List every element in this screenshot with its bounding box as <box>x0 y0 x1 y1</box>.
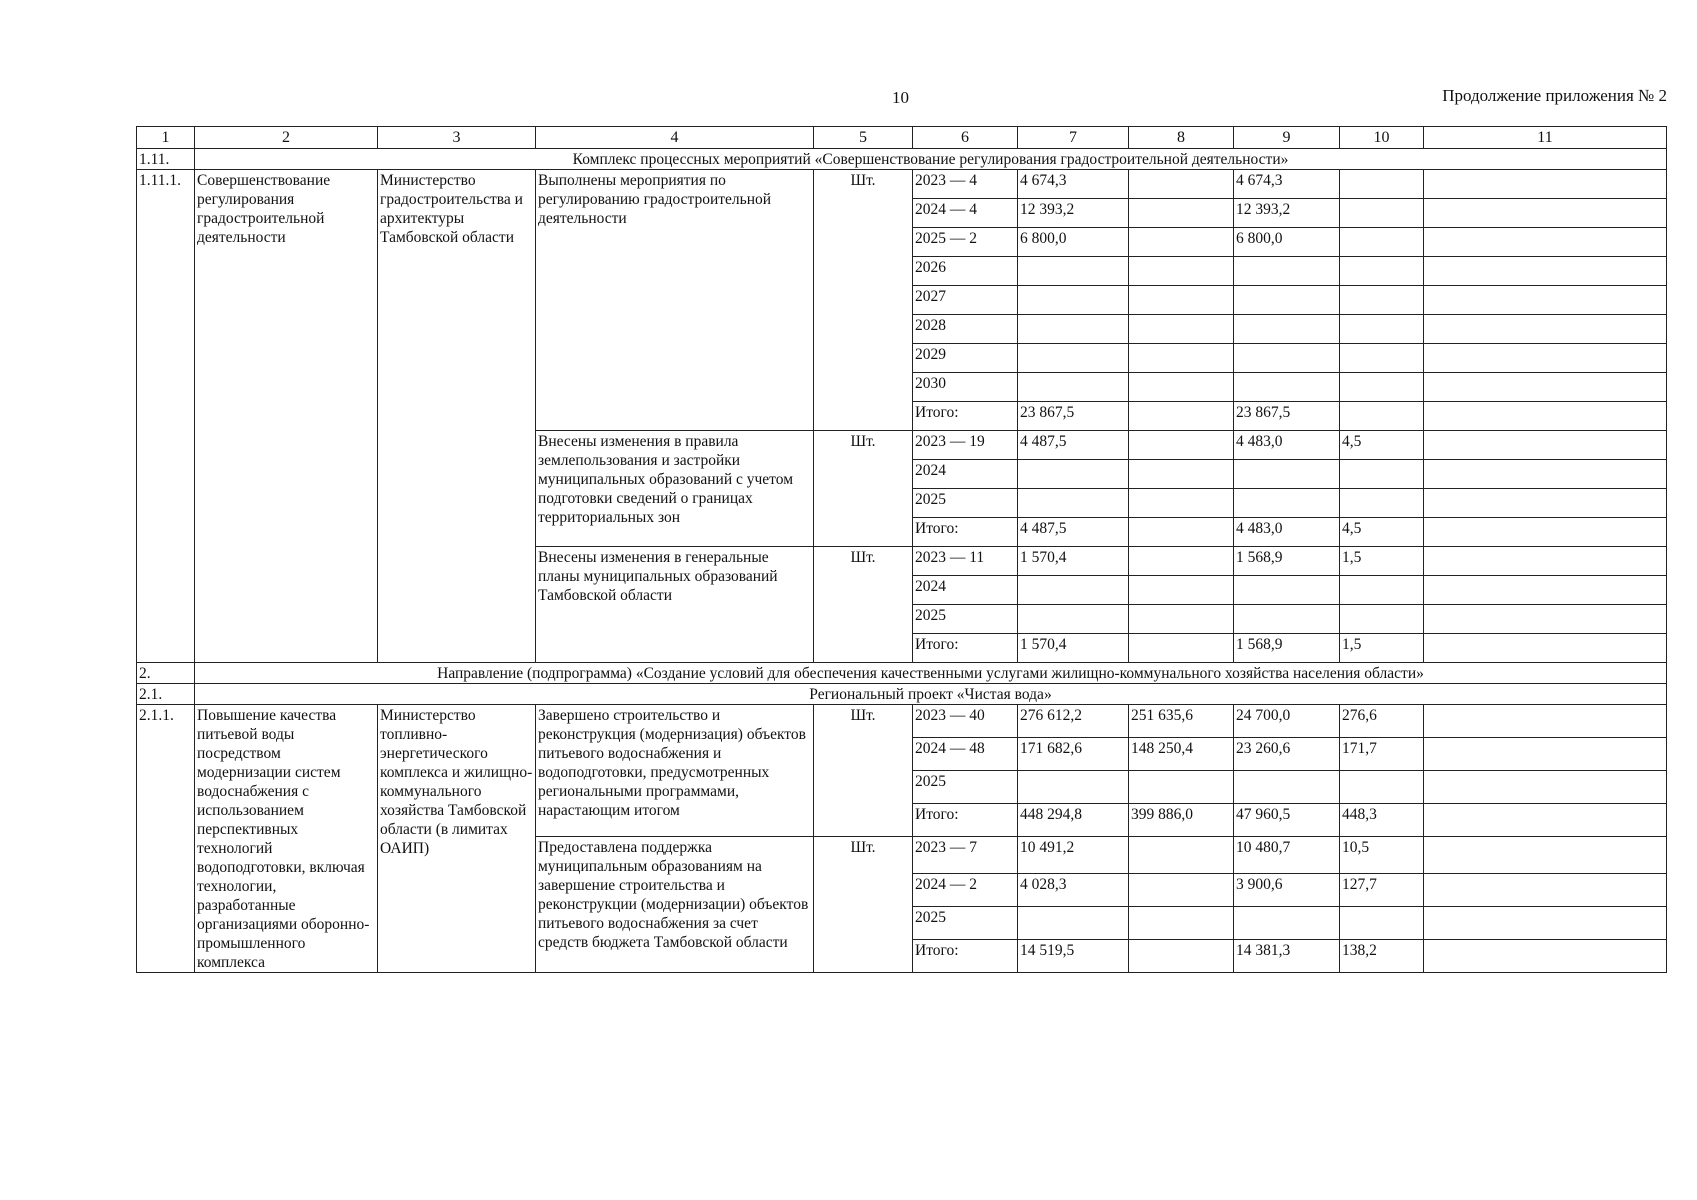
col-header-8: 8 <box>1129 127 1234 149</box>
year-cell: 2030 <box>913 373 1018 402</box>
result-text: Внесены изменения в правила землепользования и застройки муниципальных образований с учетом подготовки сведений о границах территориальных зон <box>536 431 814 547</box>
total-funding-cell <box>1018 907 1129 940</box>
col-header-1: 1 <box>137 127 195 149</box>
other-funding-cell <box>1424 315 1667 344</box>
section-title: Региональный проект «Чистая вода» <box>195 684 1667 705</box>
federal-funding-cell: 251 635,6 <box>1129 705 1234 738</box>
year-cell: Итого: <box>913 634 1018 663</box>
other-funding-cell <box>1424 634 1667 663</box>
other-funding-cell <box>1424 874 1667 907</box>
local-funding-cell <box>1340 605 1424 634</box>
regional-funding-cell <box>1234 373 1340 402</box>
total-funding-cell: 12 393,2 <box>1018 199 1129 228</box>
section-title: Комплекс процессных мероприятий «Совершенствование регулирования градостроительной деятельности» <box>195 149 1667 170</box>
other-funding-cell <box>1424 460 1667 489</box>
result-text: Предоставлена поддержка муниципальным образованиям на завершение строительства и реконструкции (модернизации) объектов питьевого водоснабжения за счет средств бюджета Тамбовской области <box>536 837 814 973</box>
total-funding-cell <box>1018 315 1129 344</box>
year-cell: 2023 — 40 <box>913 705 1018 738</box>
section-row-1-11 <box>137 149 1667 170</box>
federal-funding-cell <box>1129 315 1234 344</box>
regional-funding-cell <box>1234 489 1340 518</box>
local-funding-cell: 1,5 <box>1340 634 1424 663</box>
federal-funding-cell <box>1129 344 1234 373</box>
total-funding-cell <box>1018 576 1129 605</box>
local-funding-cell: 171,7 <box>1340 738 1424 771</box>
total-funding-cell <box>1018 344 1129 373</box>
total-funding-cell: 4 028,3 <box>1018 874 1129 907</box>
regional-funding-cell <box>1234 286 1340 315</box>
section-title: Направление (подпрограмма) «Создание условий для обеспечения качественными услугами жилищно-коммунального хозяйства населения области» <box>195 663 1667 684</box>
year-cell: 2025 <box>913 771 1018 804</box>
federal-funding-cell <box>1129 373 1234 402</box>
regional-funding-cell: 4 483,0 <box>1234 431 1340 460</box>
regional-funding-cell: 23 867,5 <box>1234 402 1340 431</box>
federal-funding-cell <box>1129 874 1234 907</box>
regional-funding-cell <box>1234 771 1340 804</box>
year-cell: 2025 <box>913 907 1018 940</box>
result-text: Завершено строительство и реконструкция (модернизация) объектов питьевого водоснабжения и водоподготовки, предусмотренных региональными программами, нарастающим итогом <box>536 705 814 837</box>
local-funding-cell <box>1340 344 1424 373</box>
total-funding-cell <box>1018 771 1129 804</box>
col-header-7: 7 <box>1018 127 1129 149</box>
year-cell: 2024 — 2 <box>913 874 1018 907</box>
total-funding-cell <box>1018 257 1129 286</box>
regional-funding-cell: 24 700,0 <box>1234 705 1340 738</box>
local-funding-cell <box>1340 489 1424 518</box>
local-funding-cell <box>1340 170 1424 199</box>
federal-funding-cell <box>1129 634 1234 663</box>
result-unit: Шт. <box>814 547 913 663</box>
item-number: 1.11.1. <box>137 170 195 663</box>
other-funding-cell <box>1424 257 1667 286</box>
col-header-4: 4 <box>536 127 814 149</box>
total-funding-cell <box>1018 373 1129 402</box>
result-unit: Шт. <box>814 431 913 547</box>
section-number: 2.1. <box>137 684 195 705</box>
section-row-2 <box>137 663 1667 684</box>
page-number: 10 <box>892 88 909 107</box>
total-funding-cell: 1 570,4 <box>1018 547 1129 576</box>
year-cell: 2025 <box>913 605 1018 634</box>
year-cell: 2029 <box>913 344 1018 373</box>
total-funding-cell: 4 674,3 <box>1018 170 1129 199</box>
local-funding-cell: 127,7 <box>1340 874 1424 907</box>
federal-funding-cell <box>1129 576 1234 605</box>
local-funding-cell <box>1340 286 1424 315</box>
total-funding-cell <box>1018 489 1129 518</box>
regional-funding-cell <box>1234 257 1340 286</box>
regional-funding-cell <box>1234 605 1340 634</box>
federal-funding-cell <box>1129 257 1234 286</box>
year-cell: 2023 — 7 <box>913 837 1018 874</box>
local-funding-cell: 10,5 <box>1340 837 1424 874</box>
other-funding-cell <box>1424 771 1667 804</box>
total-funding-cell: 14 519,5 <box>1018 940 1129 973</box>
year-cell: 2023 — 11 <box>913 547 1018 576</box>
total-funding-cell <box>1018 286 1129 315</box>
other-funding-cell <box>1424 228 1667 257</box>
table-row <box>137 705 1667 738</box>
year-cell: 2024 — 4 <box>913 199 1018 228</box>
federal-funding-cell <box>1129 547 1234 576</box>
local-funding-cell: 4,5 <box>1340 518 1424 547</box>
local-funding-cell <box>1340 402 1424 431</box>
col-header-5: 5 <box>814 127 913 149</box>
regional-funding-cell <box>1234 576 1340 605</box>
federal-funding-cell <box>1129 170 1234 199</box>
federal-funding-cell <box>1129 199 1234 228</box>
col-header-3: 3 <box>378 127 536 149</box>
local-funding-cell: 4,5 <box>1340 431 1424 460</box>
other-funding-cell <box>1424 940 1667 973</box>
col-header-2: 2 <box>195 127 378 149</box>
local-funding-cell <box>1340 771 1424 804</box>
total-funding-cell: 4 487,5 <box>1018 518 1129 547</box>
other-funding-cell <box>1424 518 1667 547</box>
regional-funding-cell: 47 960,5 <box>1234 804 1340 837</box>
regional-funding-cell: 4 674,3 <box>1234 170 1340 199</box>
column-number-row <box>137 127 1667 149</box>
local-funding-cell <box>1340 373 1424 402</box>
item-number: 2.1.1. <box>137 705 195 973</box>
regional-funding-cell: 1 568,9 <box>1234 634 1340 663</box>
year-cell: 2023 — 4 <box>913 170 1018 199</box>
local-funding-cell <box>1340 228 1424 257</box>
item-name: Совершенствование регулирования градостроительной деятельности <box>195 170 378 663</box>
col-header-10: 10 <box>1340 127 1424 149</box>
other-funding-cell <box>1424 576 1667 605</box>
total-funding-cell: 448 294,8 <box>1018 804 1129 837</box>
other-funding-cell <box>1424 907 1667 940</box>
regional-funding-cell <box>1234 344 1340 373</box>
result-text: Выполнены мероприятия по регулированию градостроительной деятельности <box>536 170 814 431</box>
federal-funding-cell <box>1129 940 1234 973</box>
other-funding-cell <box>1424 547 1667 576</box>
col-header-9: 9 <box>1234 127 1340 149</box>
local-funding-cell: 138,2 <box>1340 940 1424 973</box>
item-executor: Министерство градостроительства и архитектуры Тамбовской области <box>378 170 536 663</box>
local-funding-cell: 1,5 <box>1340 547 1424 576</box>
other-funding-cell <box>1424 431 1667 460</box>
federal-funding-cell: 148 250,4 <box>1129 738 1234 771</box>
appendix-continuation: Продолжение приложения № 2 <box>1442 86 1667 105</box>
total-funding-cell: 6 800,0 <box>1018 228 1129 257</box>
total-funding-cell: 171 682,6 <box>1018 738 1129 771</box>
total-funding-cell: 1 570,4 <box>1018 634 1129 663</box>
federal-funding-cell <box>1129 518 1234 547</box>
other-funding-cell <box>1424 170 1667 199</box>
other-funding-cell <box>1424 199 1667 228</box>
year-cell: 2023 — 19 <box>913 431 1018 460</box>
year-cell: Итого: <box>913 804 1018 837</box>
other-funding-cell <box>1424 402 1667 431</box>
year-cell: 2025 — 2 <box>913 228 1018 257</box>
year-cell: Итого: <box>913 940 1018 973</box>
year-cell: 2024 — 48 <box>913 738 1018 771</box>
federal-funding-cell <box>1129 431 1234 460</box>
regional-funding-cell: 10 480,7 <box>1234 837 1340 874</box>
federal-funding-cell <box>1129 228 1234 257</box>
other-funding-cell <box>1424 605 1667 634</box>
year-cell: 2027 <box>913 286 1018 315</box>
federal-funding-cell: 399 886,0 <box>1129 804 1234 837</box>
total-funding-cell <box>1018 605 1129 634</box>
local-funding-cell: 448,3 <box>1340 804 1424 837</box>
regional-funding-cell: 3 900,6 <box>1234 874 1340 907</box>
total-funding-cell <box>1018 460 1129 489</box>
federal-funding-cell <box>1129 907 1234 940</box>
year-cell: Итого: <box>913 402 1018 431</box>
other-funding-cell <box>1424 705 1667 738</box>
other-funding-cell <box>1424 373 1667 402</box>
result-unit: Шт. <box>814 170 913 431</box>
federal-funding-cell <box>1129 489 1234 518</box>
section-row-2-1 <box>137 684 1667 705</box>
total-funding-cell: 23 867,5 <box>1018 402 1129 431</box>
section-number: 2. <box>137 663 195 684</box>
other-funding-cell <box>1424 286 1667 315</box>
total-funding-cell: 10 491,2 <box>1018 837 1129 874</box>
year-cell: 2024 <box>913 576 1018 605</box>
federal-funding-cell <box>1129 837 1234 874</box>
col-header-11: 11 <box>1424 127 1667 149</box>
regional-funding-cell: 23 260,6 <box>1234 738 1340 771</box>
local-funding-cell <box>1340 460 1424 489</box>
other-funding-cell <box>1424 344 1667 373</box>
regional-funding-cell <box>1234 315 1340 344</box>
other-funding-cell <box>1424 738 1667 771</box>
regional-funding-cell: 6 800,0 <box>1234 228 1340 257</box>
result-unit: Шт. <box>814 705 913 837</box>
regional-funding-cell: 4 483,0 <box>1234 518 1340 547</box>
regional-funding-cell <box>1234 907 1340 940</box>
local-funding-cell <box>1340 907 1424 940</box>
local-funding-cell <box>1340 576 1424 605</box>
section-number: 1.11. <box>137 149 195 170</box>
program-table <box>136 126 1667 973</box>
regional-funding-cell: 14 381,3 <box>1234 940 1340 973</box>
year-cell: 2028 <box>913 315 1018 344</box>
year-cell: Итого: <box>913 518 1018 547</box>
other-funding-cell <box>1424 837 1667 874</box>
regional-funding-cell <box>1234 460 1340 489</box>
result-text: Внесены изменения в генеральные планы муниципальных образований Тамбовской области <box>536 547 814 663</box>
other-funding-cell <box>1424 804 1667 837</box>
table-row <box>137 170 1667 199</box>
other-funding-cell <box>1424 489 1667 518</box>
item-name: Повышение качества питьевой воды посредством модернизации систем водоснабжения с использованием перспективных технологий водоподготовки, включая технологии, разработанные организациями оборонно-промышленного комплекса <box>195 705 378 973</box>
federal-funding-cell <box>1129 460 1234 489</box>
col-header-6: 6 <box>913 127 1018 149</box>
federal-funding-cell <box>1129 605 1234 634</box>
regional-funding-cell: 1 568,9 <box>1234 547 1340 576</box>
total-funding-cell: 276 612,2 <box>1018 705 1129 738</box>
result-unit: Шт. <box>814 837 913 973</box>
year-cell: 2026 <box>913 257 1018 286</box>
local-funding-cell <box>1340 315 1424 344</box>
federal-funding-cell <box>1129 286 1234 315</box>
regional-funding-cell: 12 393,2 <box>1234 199 1340 228</box>
local-funding-cell: 276,6 <box>1340 705 1424 738</box>
year-cell: 2024 <box>913 460 1018 489</box>
item-executor: Министерство топливно-энергетического комплекса и жилищно-коммунального хозяйства Тамбовской области (в лимитах ОАИП) <box>378 705 536 973</box>
local-funding-cell <box>1340 257 1424 286</box>
federal-funding-cell <box>1129 402 1234 431</box>
local-funding-cell <box>1340 199 1424 228</box>
federal-funding-cell <box>1129 771 1234 804</box>
year-cell: 2025 <box>913 489 1018 518</box>
total-funding-cell: 4 487,5 <box>1018 431 1129 460</box>
